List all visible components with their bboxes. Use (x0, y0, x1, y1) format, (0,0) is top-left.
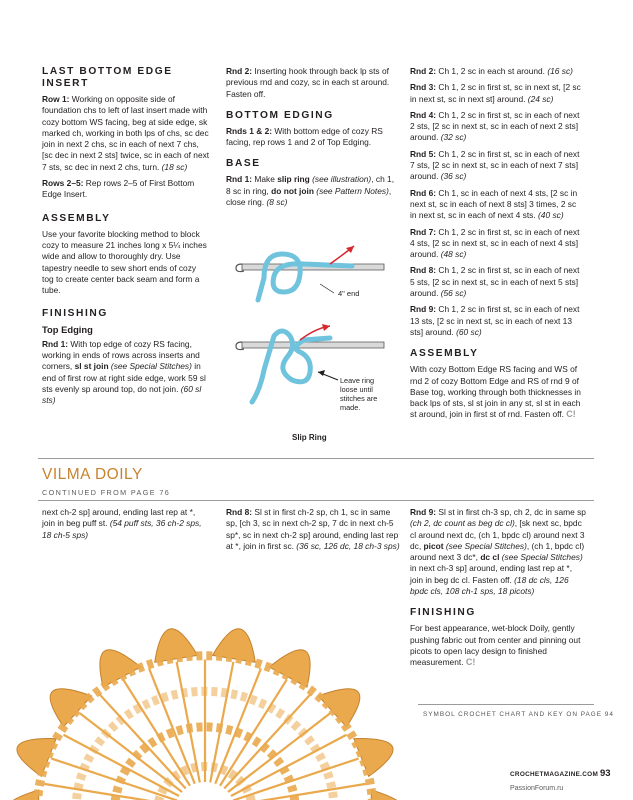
doily-spoke (233, 759, 358, 800)
slip-ring-illustration (234, 240, 404, 445)
fig-caption: Slip Ring (292, 433, 327, 442)
doily-spoke (51, 759, 176, 800)
fig-note-line1: Leave ring (340, 376, 375, 385)
heading-finishing-2: FINISHING (410, 607, 476, 619)
base-rnd8: Rnd 8: Ch 1, 2 sc in first st, sc in each of next 5 sts, [2 sc in next st, sc in each of next 5 sts] around. (56 sc) (410, 265, 580, 299)
vilma-column-1 (42, 507, 210, 546)
watermark: PassionForum.ru (510, 785, 564, 792)
base-rnd2: Rnd 2: Ch 1, 2 sc in each st around. (16 sc) (410, 66, 573, 76)
row1-paragraph: Row 1: Working on opposite side of foundation chs to left of last insert made with cozy bottom WS facing, beg at side edge, sk marked ch, working in both lps of chs, sc dec join in next 2 chs, sc in each of next 7 chs, [sc dec in next 2 sts] twice, sc in each of next 7 sts, sc dec in next 2 chs, turn. (18 sc) (42, 94, 210, 172)
base-rnd6: Rnd 6: Ch 1, sc in each of next 4 sts, [2 sc in next st, sc in each of next 8 sts] 3 times, 2 sc in next st, sc in each of next 4 sts. (40 sc) (410, 187, 578, 221)
vilma-column-2 (226, 507, 400, 557)
bottom-edging-rnds: Rnds 1 & 2: With bottom edge of cozy RS facing, rep rows 1 and 2 of Top Edging. (226, 125, 383, 148)
top-edging-rnd1: Rnd 1: With top edge of cozy RS facing, working in ends of rows across inserts and corners, sl st join (see Special Stitches) in end of first row at right side edge, work 59 sl sts evenly sp around top, do not join. (60 sl sts) (42, 338, 206, 406)
heading-assembly: ASSEMBLY (42, 212, 111, 224)
column-1 (42, 66, 210, 412)
subheading-top-edging: Top Edging (42, 324, 93, 336)
assembly-2-paragraph: With cozy Bottom Edge RS facing and WS of rnd 2 of cozy Bottom Edge and RS of rnd 9 of Base tog, working through both thicknesses in back lps of sts, sl st join in any st, sl st in each st around, join in first st of rnd. Fasten off. C! (410, 364, 581, 420)
fig-note-line2: loose until (340, 385, 373, 394)
continued-from-label: CONTINUED FROM PAGE 76 (42, 488, 171, 497)
yarn-loop-bottom (252, 324, 330, 402)
heading-bottom-edging: BOTTOM EDGING (226, 109, 334, 121)
heading-assembly-2: ASSEMBLY (410, 348, 479, 360)
rows2-5-paragraph: Rows 2–5: Rep rows 2–5 of First Bottom Edge Insert. (42, 178, 195, 200)
footer-site: CROCHETMAGAZINE.COM (510, 771, 599, 778)
vilma-doily-title: VILMA DOILY (42, 466, 143, 483)
crochet-hook-bottom-icon (236, 342, 384, 350)
page-number: 93 (600, 768, 611, 779)
vilma-rnd8: Rnd 8: Sl st in first ch-2 sp, ch 1, sc in same sp, [ch 3, sc in next ch-2 sp, 7 dc in next ch-5 sp*, sc in next ch-2 sp] around, ending last rep at *, join in first sc. (36 sc, 126 dc, 18 ch-3 sps) (226, 507, 400, 551)
end-mark: C! (566, 409, 576, 420)
vilma-column-3 (410, 507, 586, 674)
base-rnd3: Rnd 3: Ch 1, 2 sc in first st, sc in next st, [2 sc in next st, sc in next st] around. (24 sc) (410, 82, 581, 104)
base-rnd5: Rnd 5: Ch 1, 2 sc in first st, sc in each of next 7 sts, [2 sc in next st, sc in each of next 7 sts] around. (36 sc) (410, 148, 580, 182)
finishing-2-paragraph: For best appearance, wet-block Doily, gently pushing fabric out from center and pinning out picots to open lacy design to finished measurement. C! (410, 623, 581, 668)
base-rnd4: Rnd 4: Ch 1, 2 sc in first st, sc in each of next 2 sts, [2 sc in next st, sc in each of next 2 sts] around. (32 sc) (410, 109, 580, 143)
section-divider (38, 458, 594, 459)
chart-note-divider (418, 704, 594, 705)
fig-note-line3: stitches are (340, 394, 378, 403)
top-edging-rnd2: Rnd 2: Inserting hook through back lp sts of previous rnd and cozy, sc in each st around. Fasten off. (226, 66, 390, 99)
assembly-paragraph: Use your favorite blocking method to block cozy to measure 21 inches long x 5¼ inches wide and allow to thoroughly dry. Use tapestry needle to sew short ends of cozy tog to create center back seam and form a tube. (42, 228, 207, 296)
vilma-rnd7-end: next ch-2 sp] around, ending last rep at *, join in beg puff st. (54 puff sts, 36 ch-2 sps, 18 ch-5 sps) (42, 507, 202, 540)
fig-end-label: 4" end (338, 289, 360, 298)
vilma-divider (38, 500, 594, 501)
base-rnd9: Rnd 9: Ch 1, 2 sc in first st, sc in each of next 13 sts, [2 sc in next st, sc in each of next 13 sts] around. (60 sc) (410, 304, 580, 337)
column-3 (410, 66, 584, 426)
chart-note: SYMBOL CROCHET CHART AND KEY ON PAGE 94 (423, 711, 614, 718)
heading-base: BASE (226, 158, 261, 170)
base-rnd1: Rnd 1: Make slip ring (see illustration), ch 1, 8 sc in ring, do not join (see Pattern Notes), close ring. (8 sc) (226, 174, 395, 208)
doily-shape (5, 629, 404, 800)
column-2 (226, 66, 396, 213)
heading-last-bottom-edge-insert: LAST BOTTOM EDGE INSERT (42, 66, 173, 89)
fig-note-line4: made. (340, 403, 361, 412)
heading-finishing: FINISHING (42, 308, 108, 320)
vilma-rnd9: Rnd 9: Sl st in first ch-3 sp, ch 2, dc in same sp (ch 2, dc count as beg dc cl), [sk next sc, bpdc cl around next dc, (ch 1, bpdc cl) around next 3 dc, picot (see Special Stitches), (ch 1, bpdc cl) around next 3 dc*, dc cl (see Special Stitches) in next ch-3 sp] around, ending last rep at *, join in beg dc cl. Fasten off. (18 dc cls, 126 bpdc cls, 108 ch-1 sps, 18 picots) (410, 507, 586, 597)
end-mark-2: C! (465, 657, 476, 668)
base-rnd7: Rnd 7: Ch 1, 2 sc in first st, sc in each of next 4 sts, [2 sc in next st, sc in each of next 4 sts] around. (48 sc) (410, 226, 580, 260)
doily-photo (0, 560, 420, 800)
